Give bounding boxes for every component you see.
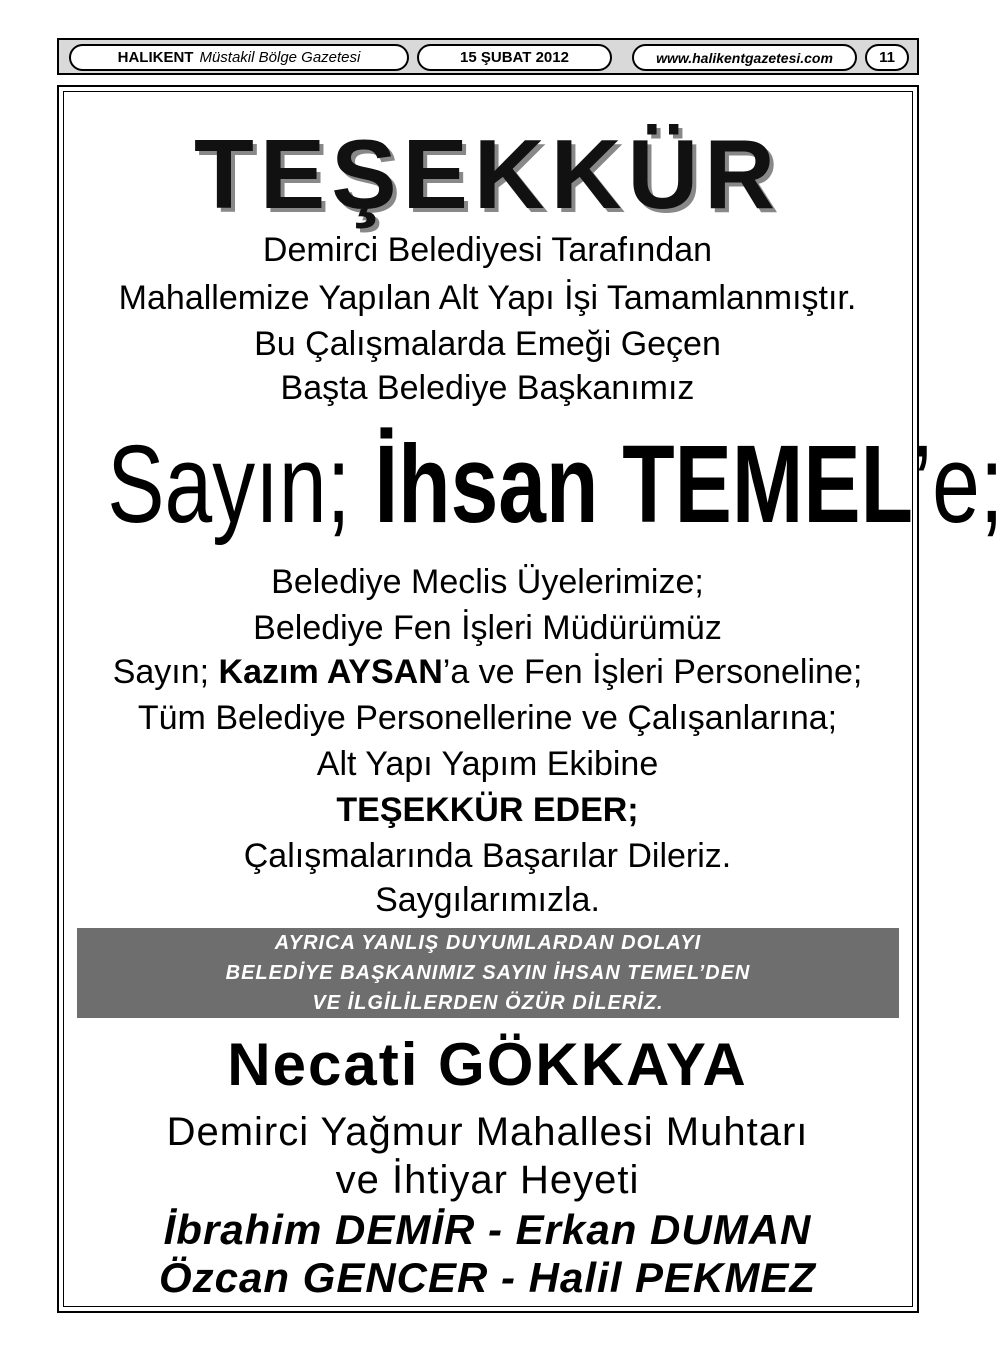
mayor-salutation xyxy=(107,423,1004,546)
council-members-1: İbrahim DEMİR - Erkan DUMAN xyxy=(163,1206,812,1253)
mayor-name: İhsan TEMEL xyxy=(374,423,914,546)
intro-line-2: Mahallemize Yapılan Alt Yapı İşi Tamamlanmıştır. xyxy=(118,279,857,317)
list-line-4: Tüm Belediye Personellerine ve Çalışanlarına; xyxy=(137,699,838,737)
signer-role-1: Demirci Yağmur Mahallesi Muhtarı xyxy=(166,1110,809,1154)
list-line-1: Belediye Meclis Üyelerimize; xyxy=(271,563,704,601)
list-line-3 xyxy=(0,652,975,692)
banner-line-2: BELEDİYE BAŞKANIMIZ SAYIN İHSAN TEMEL’DEN xyxy=(225,962,751,984)
newspaper-header xyxy=(57,38,919,75)
list-line-2: Belediye Fen İşleri Müdürümüz xyxy=(253,609,722,647)
closing-line: Saygılarımızla. xyxy=(375,881,600,919)
apology-banner xyxy=(77,928,899,1018)
signer-role-2: ve İhtiyar Heyeti xyxy=(335,1158,640,1202)
issue-date: 15 ŞUBAT 2012 xyxy=(417,44,612,71)
mayor-suffix: ’e; xyxy=(913,423,1004,546)
wish-line: Çalışmalarında Başarılar Dileriz. xyxy=(243,837,732,875)
director-name: Kazım AYSAN xyxy=(218,653,443,691)
page-number: 11 xyxy=(865,44,909,71)
website-link[interactable]: www.halikentgazetesi.com xyxy=(632,44,857,71)
signer-name: Necati GÖKKAYA xyxy=(227,1031,748,1098)
banner-line-3: VE İLGİLİLERDEN ÖZÜR DİLERİZ. xyxy=(312,992,664,1014)
intro-line-1: Demirci Belediyesi Tarafından xyxy=(262,231,713,269)
list-line-3-suffix: ’a ve Fen İşleri Personeline; xyxy=(442,653,863,691)
list-line-5: Alt Yapı Yapım Ekibine xyxy=(316,745,659,783)
list-line-3-prefix: Sayın; xyxy=(112,653,219,691)
brand-subtitle: Müstakil Bölge Gazetesi xyxy=(199,49,361,66)
mayor-prefix: Sayın; xyxy=(107,423,375,546)
council-members-2: Özcan GENCER - Halil PEKMEZ xyxy=(158,1254,817,1301)
newspaper-name xyxy=(69,44,409,71)
banner-line-1: AYRICA YANLIŞ DUYUMLARDAN DOLAYI xyxy=(274,932,702,954)
thanks-line: TEŞEKKÜR EDER; xyxy=(336,791,639,829)
ad-title: TEŞEKKÜR xyxy=(193,119,782,229)
intro-line-4: Başta Belediye Başkanımız xyxy=(280,369,695,407)
brand-name: HALIKENT xyxy=(117,49,194,66)
intro-line-3: Bu Çalışmalarda Emeği Geçen xyxy=(254,325,721,363)
